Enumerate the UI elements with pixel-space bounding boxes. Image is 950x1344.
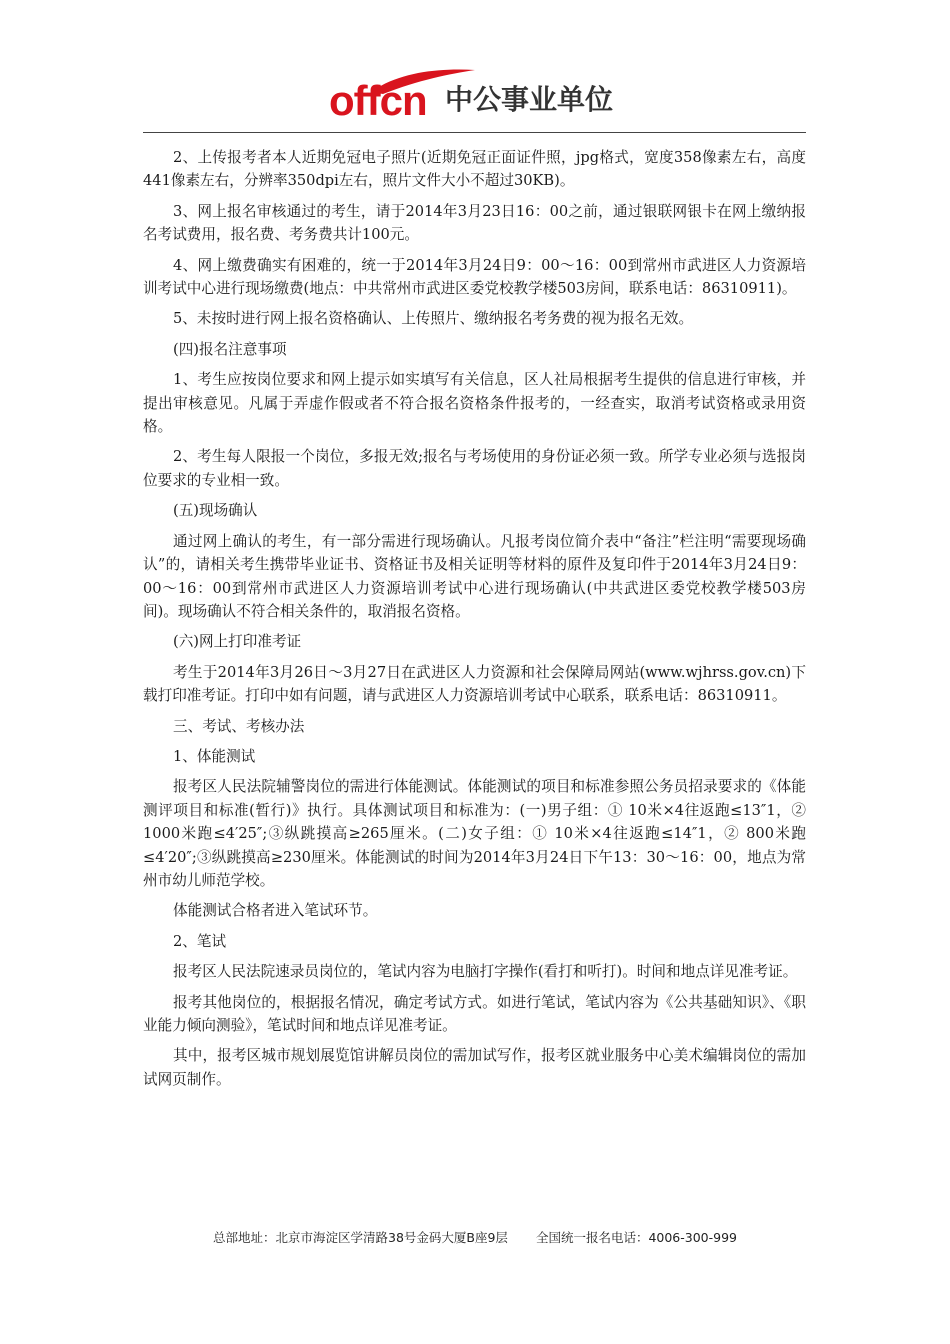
document-body xyxy=(143,146,806,1098)
footer-phone: 全国统一报名电话：4006-300-999 xyxy=(535,1230,737,1245)
offcn-logo xyxy=(329,66,629,126)
section-heading: (五)现场确认 xyxy=(173,502,258,520)
logo-text-en: offcn xyxy=(329,77,427,124)
paragraph: 4、网上缴费确实有困难的，统一于2014年3月24日9：00～16：00到常州市武进区人力资源培训考试中心进行现场缴费(地点：中共常州市武进区委党校教学楼503房间，联系电话：86310911)。 xyxy=(143,256,806,298)
paragraph: 报考区人民法院速录员岗位的，笔试内容为电脑打字操作(看打和听打)。时间和地点详见准考证。 xyxy=(173,963,798,981)
paragraph: 3、网上报名审核通过的考生，请于2014年3月23日16：00之前，通过银联网银卡在网上缴纳报名考试费用，报名费、考务费共计100元。 xyxy=(143,202,806,244)
paragraph: 5、未按时进行网上报名资格确认、上传照片、缴纳报名考务费的视为报名无效。 xyxy=(173,310,694,328)
subsection-heading: 2、笔试 xyxy=(173,932,227,950)
paragraph: 2、考生每人限报一个岗位，多报无效;报名与考场使用的身份证必须一致。所学专业必须与选报岗位要求的专业相一致。 xyxy=(143,448,806,489)
footer-address: 总部地址：北京市海淀区学清路38号金码大厦B座9层 xyxy=(213,1230,508,1245)
page-header xyxy=(143,58,806,136)
paragraph: 体能测试合格者进入笔试环节。 xyxy=(173,902,378,920)
section-heading: (六)网上打印准考证 xyxy=(173,633,302,651)
paragraph: 通过网上确认的考生，有一部分需进行现场确认。凡报考岗位简介表中“备注”栏注明“需要现场确认”的，请相关考生携带毕业证书、资格证书及相关证明等材料的原件及复印件于2014年3月24日9：00～16：00到常州市武进区人力资源培训考试中心进行现场确认(中共武进区委党校教学楼503房间)。现场确认不符合相关条件的，取消报名资格。 xyxy=(143,532,806,620)
subsection-heading: 1、体能测试 xyxy=(173,747,256,765)
header-divider xyxy=(143,132,806,133)
paragraph: 其中，报考区城市规划展览馆讲解员岗位的需加试写作，报考区就业服务中心美术编辑岗位的需加试网页制作。 xyxy=(143,1047,806,1088)
paragraph: 2、上传报考者本人近期免冠电子照片(近期免冠正面证件照，jpg格式，宽度358像素左右，高度441像素左右，分辨率350dpi左右，照片文件大小不超过30KB)。 xyxy=(143,149,806,190)
paragraph: 考生于2014年3月26日～3月27日在武进区人力资源和社会保障局网站(www.wjhrss.gov.cn)下载打印准考证。打印中如有问题，请与武进区人力资源培训考试中心联系，联系电话：86310911。 xyxy=(143,663,806,705)
section-heading: 三、考试、考核办法 xyxy=(173,717,305,735)
section-heading: (四)报名注意事项 xyxy=(173,340,287,358)
paragraph: 报考其他岗位的，根据报名情况，确定考试方式。如进行笔试，笔试内容为《公共基础知识》、《职业能力倾向测验》，笔试时间和地点详见准考证。 xyxy=(143,993,806,1034)
logo-text-cn: 中公事业单位 xyxy=(445,83,614,116)
paragraph: 1、考生应按岗位要求和网上提示如实填写有关信息，区人社局根据考生提供的信息进行审核，并提出审核意见。凡属于弄虚作假或者不符合报名资格条件报考的，一经查实，取消考试资格或录用资格。 xyxy=(143,371,806,436)
page-footer xyxy=(0,1228,950,1246)
paragraph: 报考区人民法院辅警岗位的需进行体能测试。体能测试的项目和标准参照公务员招录要求的《体能测评项目和标准(暂行)》执行。具体测试项目和标准为：(一)男子组：① 10米×4往返跑≤13″1，② 1000米跑≤4′25″;③纵跳摸高≥265厘米。(二)女子组：① 10米×4往返跑≤14″1，② 800米跑≤4′20″;③纵跳摸高≥230厘米。体能测试的时间为2014年3月24日下午13：30～16：00，地点为常州市幼儿师范学校。 xyxy=(143,778,806,889)
